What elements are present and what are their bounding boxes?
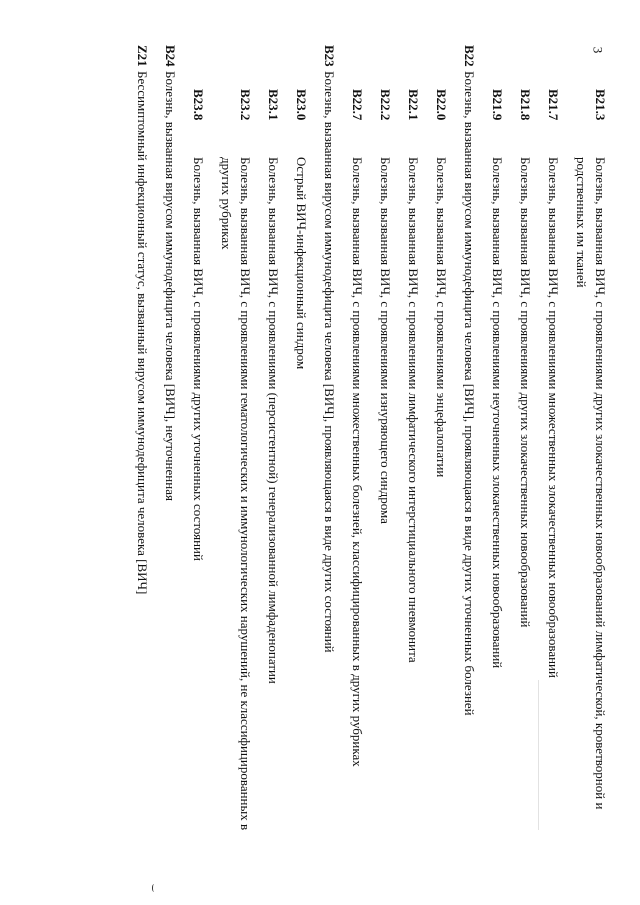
entry-text: Болезнь, вызванная ВИЧ, с проявлениями изнуряющего синдрома <box>378 157 393 524</box>
entry-code: Z21 <box>135 45 150 67</box>
entry-code: B23.1 <box>266 89 281 121</box>
entry-text: Болезнь, вызванная ВИЧ, с проявлениями множественных злокачественных новообразований <box>546 157 561 678</box>
entry-text: Болезнь, вызванная вирусом иммунодефицита человека [ВИЧ], проявляющаяся в виде других состояний <box>322 71 337 653</box>
entry-b21-8 <box>516 45 535 855</box>
icd-code-list <box>124 45 610 855</box>
entry-code: B22.2 <box>378 89 393 121</box>
entry-b23-2 <box>217 45 255 855</box>
entry-b21-3 <box>572 45 610 855</box>
entry-code: B21.3 <box>593 89 608 121</box>
entry-b22-7 <box>348 45 367 855</box>
entry-text: Болезнь, вызванная ВИЧ, с проявлениями других злокачественных новообразований лимфатической, кроветворной и родственных им тканей <box>574 157 608 810</box>
entry-b24 <box>161 45 180 855</box>
entry-b23-8 <box>189 45 208 855</box>
entry-text: Болезнь, вызванная ВИЧ, с проявлениями других злокачественных новообразований <box>518 157 533 628</box>
entry-b23-1 <box>264 45 283 855</box>
entry-code: B23.8 <box>191 89 206 121</box>
entry-code: B22 <box>462 45 477 67</box>
entry-text: Болезнь, вызванная вирусом иммунодефицита человека [ВИЧ], неуточненная <box>163 71 178 501</box>
entry-b21-9 <box>488 45 507 855</box>
entry-code: B23 <box>322 45 337 67</box>
entry-b22 <box>460 45 479 855</box>
entry-z21 <box>133 45 152 855</box>
entry-text: Болезнь, вызванная ВИЧ, с проявлениями лимфатического интерстициального пневмонита <box>406 157 421 663</box>
entry-text: Острый ВИЧ-инфекционный синдром <box>294 157 309 370</box>
entry-text: Болезнь, вызванная вирусом иммунодефицита человека [ВИЧ], проявляющаяся в виде других уточненных болезней <box>462 71 477 716</box>
entry-text: Болезнь, вызванная ВИЧ, с проявлениями множественных болезней, классифицированных в других рубриках <box>350 157 365 767</box>
entry-code: B21.9 <box>490 89 505 121</box>
entry-code: B21.8 <box>518 89 533 121</box>
entry-text: Болезнь, вызванная ВИЧ, с проявлениями (персистентной) генерализованной лимфаденопатии <box>266 157 281 684</box>
entry-code: B21.7 <box>546 89 561 121</box>
entry-b23 <box>320 45 339 855</box>
entry-b22-1 <box>404 45 423 855</box>
entry-text: Бессимптомный инфекционный статус, вызванный вирусом иммунодефицита человека [ВИЧ] <box>135 71 150 595</box>
entry-b23-0 <box>292 45 311 855</box>
entry-b22-2 <box>376 45 395 855</box>
entry-text: Болезнь, вызванная ВИЧ, с проявлениями энцефалопатии <box>434 157 449 478</box>
entry-text: Болезнь, вызванная ВИЧ, с проявлениями неуточненных злокачественных новообразований <box>490 157 505 669</box>
entry-code: B23.2 <box>238 89 253 121</box>
entry-code: B22.7 <box>350 89 365 121</box>
page-number: 3 <box>590 46 606 54</box>
entry-code: B22.0 <box>434 89 449 121</box>
entry-b22-0 <box>432 45 451 855</box>
entry-b21-7 <box>544 45 563 855</box>
entry-text: Болезнь, вызванная ВИЧ, с проявлениями других уточненных состояний <box>191 157 206 561</box>
entry-code: B22.1 <box>406 89 421 121</box>
entry-text: Болезнь, вызванная ВИЧ, с проявлениями гематологических и иммунологических нарушений, не классифицированных в других рубриках <box>219 157 253 831</box>
entry-code: B24 <box>163 45 178 67</box>
entry-code: B23.0 <box>294 89 309 121</box>
